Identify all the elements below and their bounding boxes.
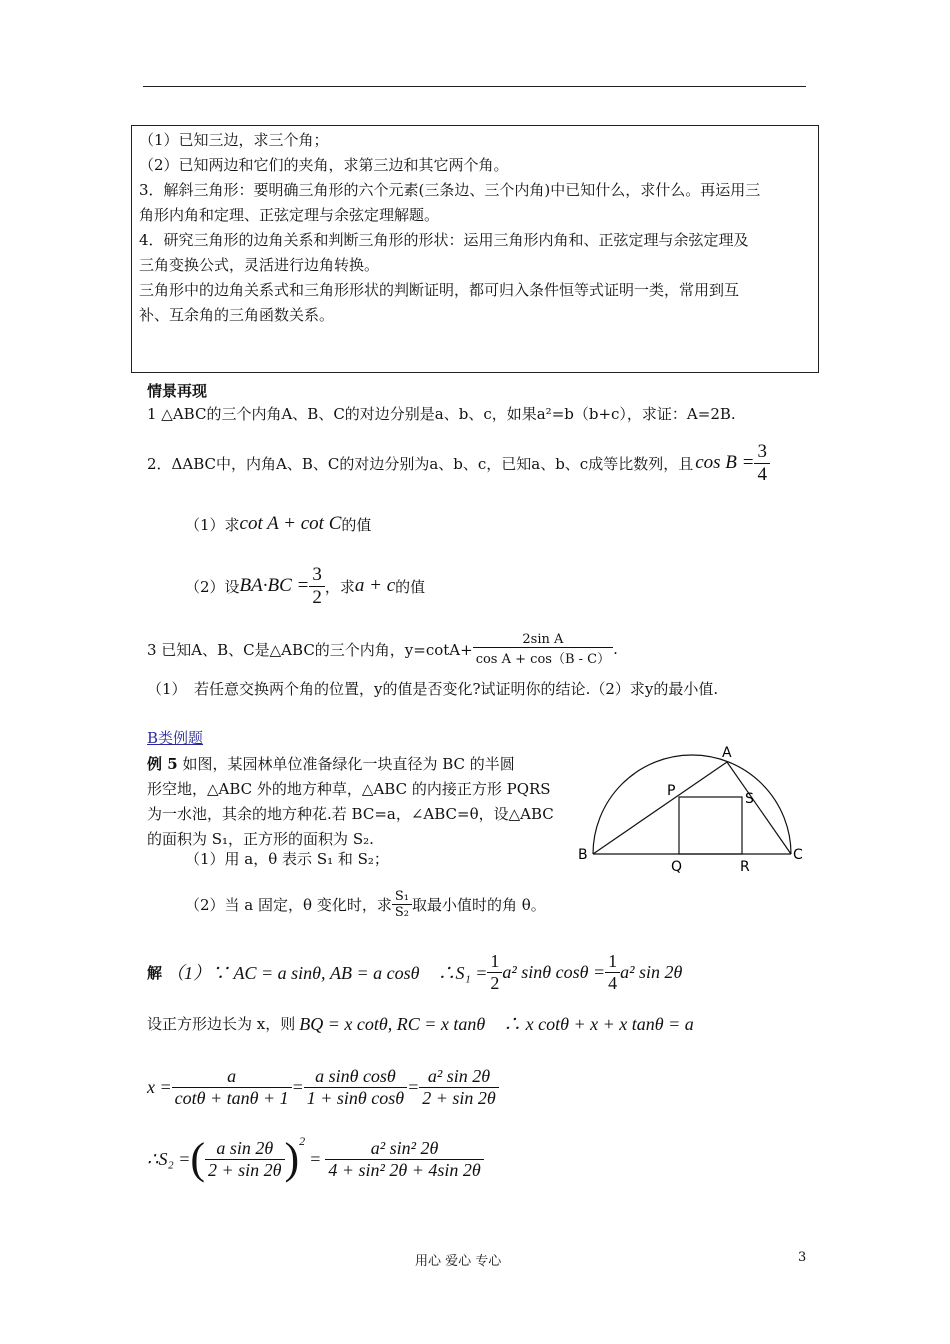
label-q: Q: [671, 859, 683, 875]
example-line-1: 如图，某园林单位准备绿化一块直径为 BC 的半圆: [182, 755, 515, 773]
semicircle-arc: [593, 755, 791, 854]
square-pqrs: [679, 797, 742, 854]
label-r: R: [740, 859, 750, 875]
box-line-6: 三角变换公式，灵活进行边角转换。: [139, 256, 380, 274]
q2-mid: ，求: [324, 577, 355, 596]
example-q2-fraction: $\frac{\text{S₁}}{\text{S₂}}$: [392, 889, 412, 920]
side-ab: [593, 762, 727, 854]
problem-1: 1 △ABC的三个内角A、B、C的对边分别是a、b、c，如果a²=b（b+c），求证：A=2B.: [147, 405, 736, 423]
example-q1: （1）用 a，θ 表示 S₁ 和 S₂；: [185, 850, 389, 868]
problem-2-q1: [185, 513, 371, 535]
q2-math2: a + c: [354, 575, 396, 596]
p3-fraction: $\frac{\text{2sin A}}{\text{cos A + cos（B - C）}}$: [473, 632, 613, 667]
solution-4-inner-frac: $\frac{\text{a sin 2θ}}{2 + \sin 2\theta}$: [205, 1138, 285, 1181]
solution-1-frac2: $\frac{1}{4}$: [605, 951, 620, 994]
example-line-4: 的面积为 S₁，正方形的面积为 S₂.: [147, 830, 374, 848]
example-line-2: 形空地，△ABC 外的地方种草，△ABC 的内接正方形 PQRS: [147, 780, 551, 798]
example-label: 例 5: [147, 755, 178, 773]
q2-math: BA·BC =: [239, 575, 310, 596]
solution-3-eq2: =: [407, 1076, 420, 1097]
solution-3-eq1: =: [291, 1076, 304, 1097]
semicircle-figure: [575, 745, 810, 875]
solution-4-eq: =: [309, 1148, 322, 1169]
p3-post: .: [613, 640, 618, 658]
page-number: 3: [798, 1250, 807, 1265]
p3-pre: 3 已知A、B、C是△ABC的三个内角，y=cotA+: [147, 640, 473, 659]
section-heading: 情景再现: [147, 382, 208, 400]
left-paren: (: [190, 1134, 206, 1183]
box-line-8: 补、互余角的三角函数关系。: [139, 306, 335, 324]
solution-4-frac: $\frac{\text{a² sin² 2θ}}{\text{4 + sin² 2θ + 4sin 2θ}}$: [325, 1138, 483, 1181]
solution-2-math: BQ = x cotθ, RC = x tanθ ∴ x cotθ + x + x tanθ = a: [299, 1014, 694, 1034]
side-ac: [727, 762, 791, 854]
solution-label: 解: [147, 965, 163, 982]
right-paren: ): [284, 1134, 300, 1183]
summary-box: [131, 125, 819, 373]
label-a: A: [722, 745, 732, 761]
solution-3-frac1: $\frac{a}{\cot\theta + \tan\theta + 1}$: [172, 1066, 292, 1109]
q2-pre: （2）设: [185, 577, 240, 596]
section-link[interactable]: B类例题: [147, 729, 204, 747]
q2-post: 的值: [395, 577, 426, 596]
solution-2-pre: 设正方形边长为 x，则: [147, 1014, 296, 1033]
box-line-4: 角形内角和定理、正弦定理与余弦定理解题。: [139, 206, 440, 224]
solution-3-x: x =: [147, 1076, 172, 1097]
box-line-5: 4．研究三角形的边角关系和判断三角形的形状：运用三角形内角和、正弦定理与余弦定理及: [139, 231, 749, 249]
solution-line-3: [147, 1060, 499, 1114]
solution-3-frac3: $\frac{\text{a² sin 2θ}}{2 + \sin 2\theta}$: [419, 1066, 499, 1109]
solution-line-1: [147, 947, 682, 997]
problem-2-fraction: $\frac{3}{4}$: [754, 441, 770, 486]
problem-2: [147, 440, 770, 486]
box-line-2: （2）已知两边和它们的夹角，求第三边和其它两个角。: [139, 156, 509, 174]
header-rule: [143, 86, 806, 87]
label-s: S: [745, 791, 754, 807]
example-q2-pre: （2）当 a 固定，θ 变化时，求: [185, 895, 392, 914]
q1-post: 的值: [341, 515, 372, 534]
box-line-7: 三角形中的边角关系式和三角形形状的判断证明，都可归入条件恒等式证明一类，常用到互: [139, 281, 740, 299]
example-q2-post: 取最小值时的角 θ。: [411, 895, 546, 914]
solution-line-2: [147, 1010, 694, 1036]
problem-2-q2: [185, 562, 425, 610]
label-b: B: [578, 847, 588, 863]
box-line-3: 3．解斜三角形：要明确三角形的六个元素(三条边、三个内角)中已知什么，求什么。再运用三: [139, 181, 761, 199]
example-5: [147, 752, 554, 852]
solution-4-lhs: ∴S₂ =: [147, 1148, 191, 1169]
solution-4-power: 2: [299, 1134, 306, 1148]
solution-3-frac2: $\frac{\text{a sinθ cosθ}}{\text{1 + sinθ cosθ}}$: [304, 1066, 407, 1109]
problem-3: [147, 627, 618, 671]
q1-pre: （1）求: [185, 515, 240, 534]
solution-line-4: [147, 1130, 484, 1188]
example-line-3: 为一水池，其余的地方种花.若 BC=a，∠ABC=θ，设△ABC: [147, 805, 554, 823]
label-p: P: [667, 783, 676, 799]
q1-math: cot A + cot C: [239, 513, 342, 534]
solution-1b: a² sinθ cosθ =: [502, 961, 606, 982]
problem-2-text: 2．ΔABC中，内角A、B、C的对边分别为a、b、c，已知a、b、c成等比数列，且: [147, 454, 694, 473]
example-q2: [185, 884, 546, 924]
footer-center: 用心 爱心 专心: [415, 1254, 502, 1269]
q2-fraction: $\frac{3}{2}$: [309, 564, 325, 609]
solution-1c: a² sin 2θ: [620, 961, 683, 982]
solution-1a: （1）∵ AC = a sinθ, AB = a cosθ ∴S₁ =: [166, 963, 488, 983]
problem-2-cos: cos B =: [695, 452, 755, 473]
box-line-1: （1）已知三边，求三个角；: [139, 131, 329, 149]
label-c: C: [793, 847, 803, 863]
problem-3-question: （1） 若任意交换两个角的位置，y的值是否变化?试证明你的结论.（2）求y的最小值.: [147, 680, 719, 698]
solution-1-frac1: $\frac{1}{2}$: [487, 951, 502, 994]
